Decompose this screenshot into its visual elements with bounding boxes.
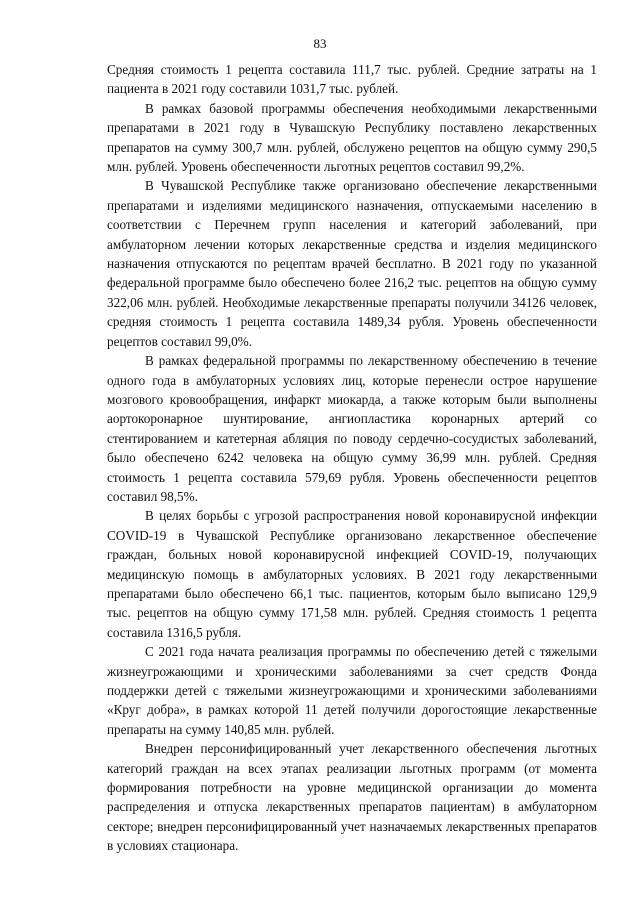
paragraph-average-cost: Средняя стоимость 1 рецепта составила 111,7 тыс. рублей. Средние затраты на 1 пациента в 2021 году составили 1031,7 тыс. рублей. (107, 62, 597, 97)
paragraph-cardiovascular-program: В рамках федеральной программы по лекарственному обеспечению в течение одного года в амбулаторных условиях лиц, которые перенесли острое нарушение мозгового кровообращения, инфаркт миокарда, а также которым были выполнены аортокоронарное шунтирование, ангиопластика коронарных артерий со стентированием и катетерная абляция по поводу сердечно-сосудистых заболеваний, было обеспечено 6242 человека на общую сумму 36,99 млн. рублей. Средняя стоимость 1 рецепта составила 579,69 рубля. Уровень обеспеченности рецептов составил 98,5%. (107, 353, 597, 504)
paragraph-basic-program: В рамках базовой программы обеспечения необходимыми лекарственными препаратами в 2021 году в Чувашскую Республику поставлено лекарственных препаратов на сумму 300,7 млн. рублей, обслужено рецептов на общую сумму 290,5 млн. рублей. Уровень обеспеченности льготных рецептов составил 99,2%. (107, 100, 597, 175)
paragraph-krug-dobra-fund: С 2021 года начата реализация программы по обеспечению детей с тяжелыми жизнеугрожающими и хроническими заболеваниями за счет средств Фонда поддержки детей с тяжелыми жизнеугрожающими и хроническими заболеваниями «Круг добра», в рамках которой 11 детей получили дорогостоящие лекарственные препараты на сумму 140,85 млн. рублей. (107, 644, 597, 737)
paragraph-personalized-accounting: Внедрен персонифицированный учет лекарственного обеспечения льготных категорий граждан на всех этапах реализации льготных программ (от момента формирования потребности на уровне медицинской организации до момента распределения и отпуска лекарственных препаратов пациентам) в амбулаторном секторе; внедрен персонифицированный учет назначаемых лекарственных препаратов в условиях стационара. (107, 741, 597, 854)
document-body (107, 60, 597, 856)
paragraph-free-prescriptions: В Чувашской Республике также организовано обеспечение лекарственными препаратами и изделиями медицинского назначения, отпускаемыми населению в соответствии с Перечнем групп населения и категорий заболеваний, при амбулаторном лечении которых лекарственные средства и изделия медицинского назначения отпускаются по рецептам врачей бесплатно. В 2021 году по указанной федеральной программе было обеспечено более 216,2 тыс. рецептов на общую сумму 322,06 млн. рублей. Необходимые лекарственные препараты получили 34126 человек, средняя стоимость 1 рецепта составила 1489,34 рубля. Уровень обеспеченности рецептов составил 99,0%. (107, 178, 597, 349)
page-number: 83 (313, 36, 327, 51)
paragraph-covid-program: В целях борьбы с угрозой распространения новой коронавирусной инфекции COVID-19 в Чувашской Республике организовано лекарственное обеспечение граждан, больных новой коронавирусной инфекцией COVID-19, получающих медицинскую помощь в амбулаторных условиях. В 2021 году лекарственными препаратами было обеспечено 66,1 тыс. пациентов, которым было выписано 129,9 тыс. рецептов на общую сумму 171,58 млн. рублей. Средняя стоимость 1 рецепта составила 1316,5 рубля. (107, 508, 597, 640)
